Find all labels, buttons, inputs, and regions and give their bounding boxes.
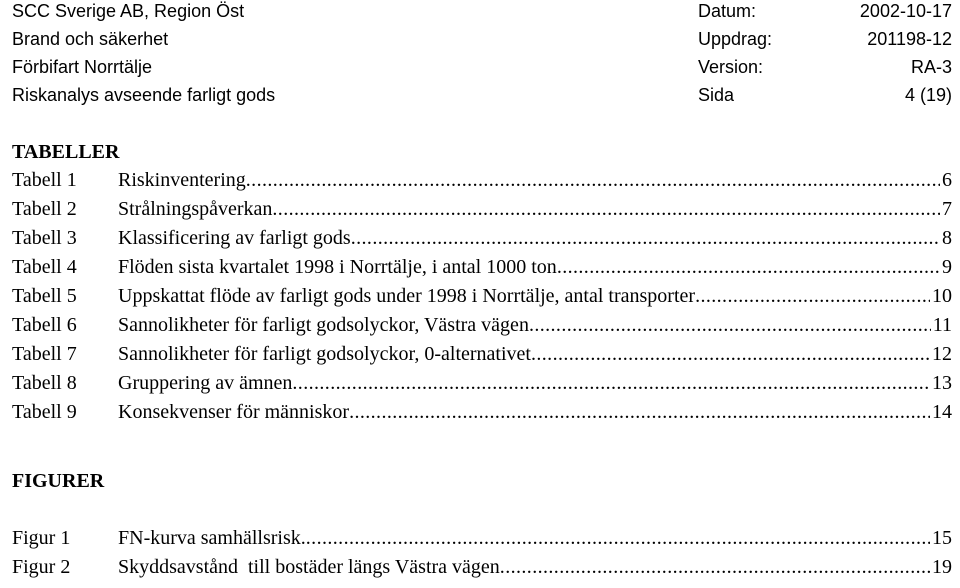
toc-leader-dots: [500, 556, 930, 579]
tables-heading: TABELLER: [12, 141, 120, 163]
toc-entry-title: Flöden sista kvartalet 1998 i Norrtälje, i antal 1000 ton: [118, 256, 557, 278]
toc-entry-page: 7: [942, 198, 952, 220]
toc-entry-label: Tabell 6: [12, 314, 77, 336]
toc-entry-label: Tabell 1: [12, 169, 77, 191]
toc-entry-title: Uppskattat flöde av farligt gods under 1998 i Norrtälje, antal transporter: [118, 285, 696, 307]
toc-entry-title: Skyddsavstånd till bostäder längs Västra vägen: [118, 556, 500, 578]
date-value: 2002-10-17: [859, 1, 952, 21]
toc-leader-dots: [246, 169, 940, 192]
page-label: Sida: [698, 85, 735, 105]
toc-entry-label: Tabell 3: [12, 227, 77, 249]
toc-leader-dots: [349, 401, 930, 424]
toc-table-entry[interactable]: [12, 314, 952, 342]
toc-entry-page: 6: [942, 169, 952, 191]
company-name: SCC Sverige AB, Region Öst: [12, 1, 245, 21]
project-name: Förbifart Norrtälje: [12, 57, 153, 77]
toc-table-entry[interactable]: [12, 401, 952, 429]
header-row-1: [12, 1, 952, 27]
toc-leader-dots: [529, 314, 931, 337]
header-row-2: [12, 29, 952, 55]
toc-entry-page: 15: [932, 527, 952, 549]
document-title: Riskanalys avseende farligt gods: [12, 85, 276, 105]
toc-leader-dots: [695, 285, 930, 308]
toc-entry-title: Riskinventering: [118, 169, 246, 191]
assignment-value: 201198-12: [867, 29, 952, 49]
toc-entry-page: 14: [932, 401, 952, 423]
toc-entry-label: Tabell 4: [12, 256, 77, 278]
date-label: Datum:: [698, 1, 757, 21]
toc-figure-entry[interactable]: [12, 556, 952, 584]
toc-table-entry[interactable]: [12, 343, 952, 371]
toc-leader-dots: [351, 227, 940, 250]
toc-entry-label: Tabell 8: [12, 372, 77, 394]
assignment-label: Uppdrag:: [698, 29, 773, 49]
toc-entry-page: 13: [932, 372, 952, 394]
toc-leader-dots: [557, 256, 940, 279]
toc-entry-title: Gruppering av ämnen: [118, 372, 293, 394]
toc-entry-page: 10: [932, 285, 952, 307]
header-row-4: [12, 85, 952, 111]
page-value: 4 (19): [904, 85, 952, 105]
toc-entry-page: 9: [942, 256, 952, 278]
toc-entry-label: Figur 2: [12, 556, 71, 578]
toc-table-entry[interactable]: [12, 169, 952, 197]
toc-leader-dots: [531, 343, 930, 366]
header-row-3: [12, 57, 952, 83]
toc-entry-page: 19: [932, 556, 952, 578]
toc-entry-label: Figur 1: [12, 527, 71, 549]
department-name: Brand och säkerhet: [12, 29, 169, 49]
toc-table-entry[interactable]: [12, 372, 952, 400]
version-value: RA-3: [910, 57, 952, 77]
toc-table-entry[interactable]: [12, 227, 952, 255]
toc-entry-page: 11: [932, 314, 952, 336]
toc-figure-entry[interactable]: [12, 527, 952, 555]
toc-entry-title: Sannolikheter för farligt godsolyckor, 0-alternativet: [118, 343, 531, 365]
toc-entry-label: Tabell 2: [12, 198, 77, 220]
toc-entry-title: Sannolikheter för farligt godsolyckor, Västra vägen: [118, 314, 529, 336]
toc-entry-page: 8: [942, 227, 952, 249]
toc-table-entry[interactable]: [12, 256, 952, 284]
toc-entry-title: FN-kurva samhällsrisk.: [118, 527, 306, 549]
version-label: Version:: [698, 57, 764, 77]
toc-entry-title: Klassificering av farligt gods: [118, 227, 351, 249]
toc-entry-page: 12: [932, 343, 952, 365]
toc-entry-label: Tabell 5: [12, 285, 77, 307]
toc-leader-dots: [272, 198, 940, 221]
toc-entry-title: Konsekvenser för människor: [118, 401, 350, 423]
toc-entry-label: Tabell 7: [12, 343, 77, 365]
toc-leader-dots: [292, 372, 930, 395]
figures-heading: FIGURER: [12, 470, 105, 492]
toc-leader-dots: [306, 527, 930, 550]
toc-entry-label: Tabell 9: [12, 401, 77, 423]
toc-table-entry[interactable]: [12, 285, 952, 313]
toc-entry-title: Strålningspåverkan: [118, 198, 273, 220]
toc-table-entry[interactable]: [12, 198, 952, 226]
